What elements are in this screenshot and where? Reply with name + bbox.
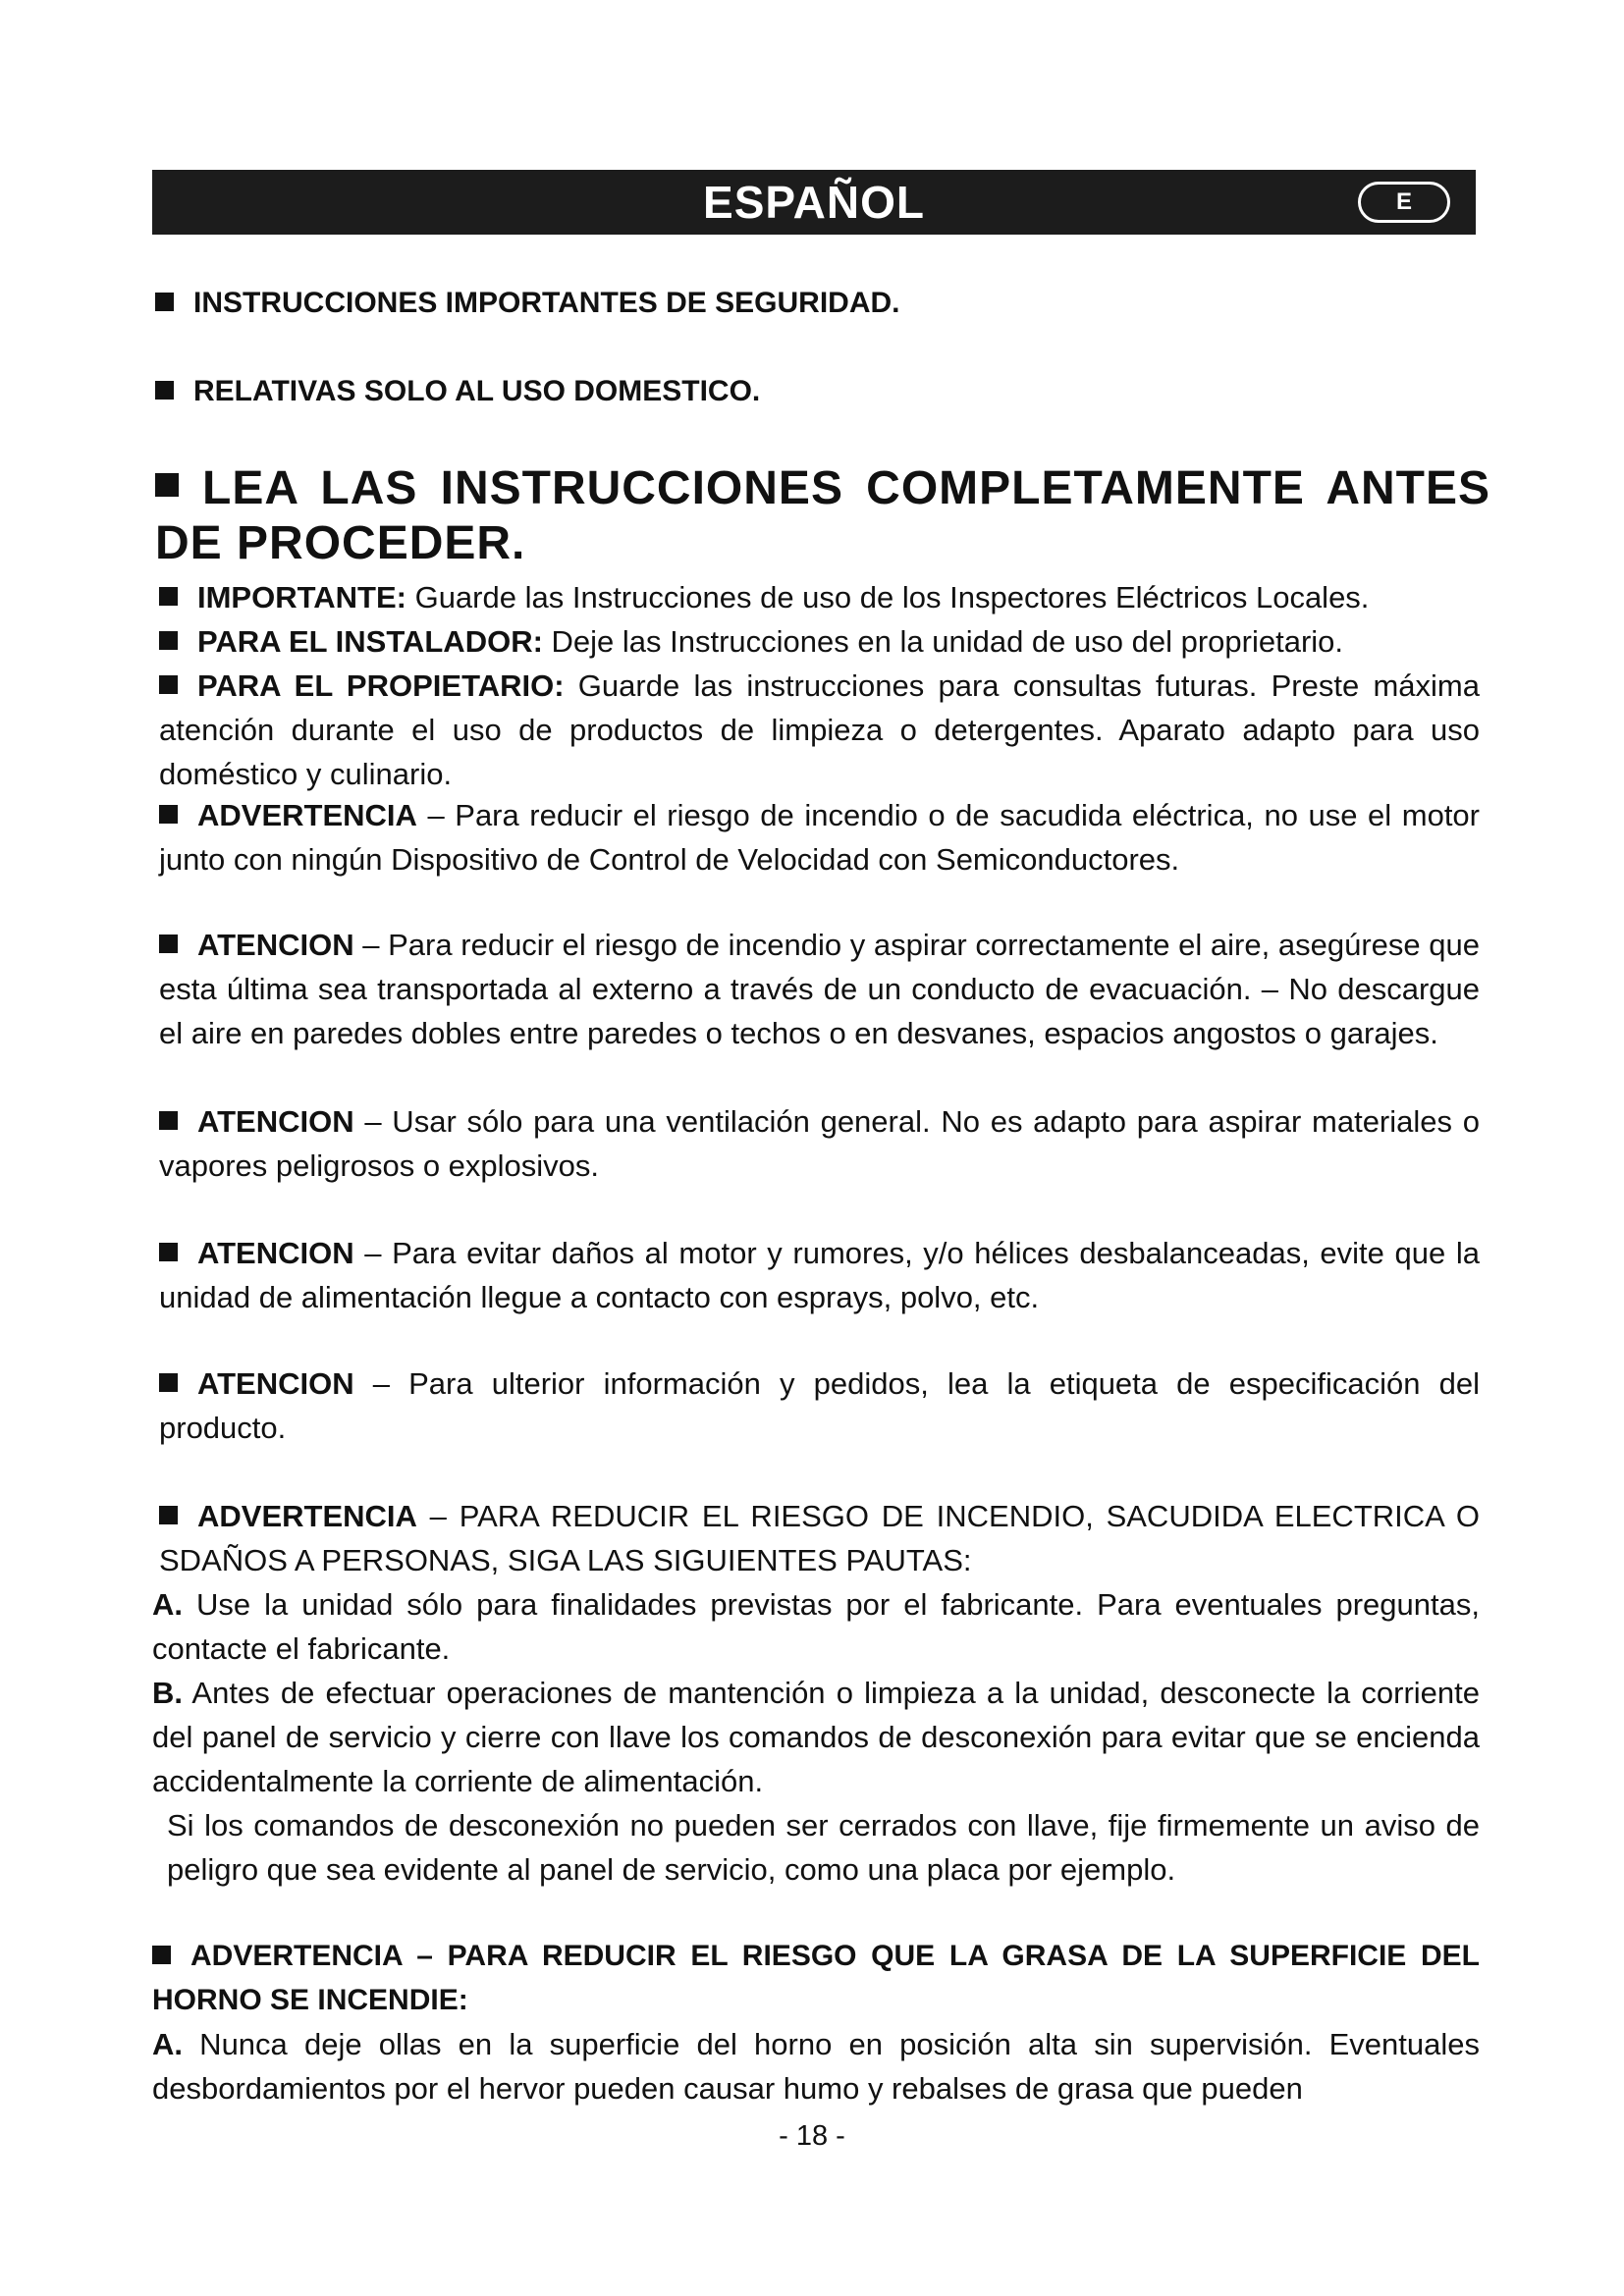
bullet-square-icon bbox=[152, 1946, 171, 1964]
item-importante: IMPORTANTE: Guarde las Instrucciones de uso de los Inspectores Eléctricos Locales. bbox=[159, 575, 1480, 619]
grease-heading: ADVERTENCIA – PARA REDUCIR EL RIESGO QUE LA GRASA DE LA SUPERFICIE DEL HORNO SE INCENDIE: bbox=[152, 1940, 1480, 2016]
domestic-heading: RELATIVAS SOLO AL USO DOMESTICO. bbox=[155, 375, 760, 408]
item-atencion-motor: ATENCION – Para evitar daños al motor y rumores, y/o hélices desbalanceadas, evite que la unidad de alimentación llegue a contacto con esprays, polvo, etc. bbox=[159, 1236, 1480, 1314]
bullet-square-icon bbox=[159, 805, 178, 824]
bullet-square-icon bbox=[159, 1111, 178, 1130]
item-a-ollas: A. Nunca deje ollas en la superficie del horno en posición alta sin supervisión. Eventuales desbordamientos por el hervor pueden causar humo y rebalses de grasa que pueden bbox=[152, 2027, 1480, 2106]
main-heading: LEA LAS INSTRUCCIONES COMPLETAMENTE ANTES DE PROCEDER. bbox=[155, 462, 1490, 569]
bullet-square-icon bbox=[159, 631, 178, 650]
bullet-square-icon bbox=[155, 473, 179, 497]
bullet-square-icon bbox=[155, 293, 174, 311]
item-b-extra: Si los comandos de desconexión no pueden ser cerrados con llave, fije firmemente un aviso de peligro que sea evidente al panel de servicio, como una placa por ejemplo. bbox=[167, 1808, 1480, 1887]
item-a-uso: A. Use la unidad sólo para finalidades previstas por el fabricante. Para eventuales preguntas, contacte el fabricante. bbox=[152, 1587, 1480, 1666]
item-atencion-informacion: ATENCION – Para ulterior información y pedidos, lea la etiqueta de especificación del producto. bbox=[159, 1366, 1480, 1445]
bullet-square-icon bbox=[159, 587, 178, 606]
language-title: ESPAÑOL bbox=[703, 177, 925, 228]
item-b-mantencion: B. Antes de efectuar operaciones de mantención o limpieza a la unidad, desconecte la corriente del panel de servicio y cierre con llave los comandos de desconexión para evitar que se encienda accidentalmente la corriente de alimentación. bbox=[152, 1676, 1480, 1798]
bullet-square-icon bbox=[159, 675, 178, 694]
bullet-square-icon bbox=[159, 1243, 178, 1261]
item-atencion-evacuacion: ATENCION – Para reducir el riesgo de incendio y aspirar correctamente el aire, asegúrese que esta última sea transportada al externo a través de un conducto de evacuación. – No descargue el aire en paredes dobles entre paredes o techos o en desvanes, espacios angostos o garajes. bbox=[159, 928, 1480, 1050]
item-atencion-ventilacion: ATENCION – Usar sólo para una ventilación general. No es adapto para aspirar materiales o vapores peligrosos o explosivos. bbox=[159, 1104, 1480, 1183]
item-instalador: PARA EL INSTALADOR: Deje las Instrucciones en la unidad de uso del proprietario. bbox=[159, 619, 1480, 664]
bullet-square-icon bbox=[159, 1506, 178, 1524]
language-badge: E bbox=[1358, 182, 1450, 223]
item-advertencia-semiconductores: ADVERTENCIA – Para reducir el riesgo de incendio o de sacudida eléctrica, no use el motor junto con ningún Dispositivo de Control de Velocidad con Semiconductores. bbox=[159, 798, 1480, 877]
bullet-square-icon bbox=[159, 1373, 178, 1392]
bullet-square-icon bbox=[159, 934, 178, 953]
bullet-square-icon bbox=[155, 381, 174, 400]
language-banner bbox=[152, 170, 1476, 235]
item-advertencia-pautas: ADVERTENCIA – PARA REDUCIR EL RIESGO DE INCENDIO, SACUDIDA ELECTRICA O SDAÑOS A PERSONAS, SIGA LAS SIGUIENTES PAUTAS: bbox=[159, 1499, 1480, 1577]
page-number: - 18 - bbox=[779, 2120, 845, 2152]
item-propietario: PARA EL PROPIETARIO: Guarde las instrucciones para consultas futuras. Preste máxima atención durante el uso de productos de limpieza o detergentes. Aparato adapto para uso doméstico y culinario. bbox=[159, 668, 1480, 791]
safety-heading: INSTRUCCIONES IMPORTANTES DE SEGURIDAD. bbox=[155, 287, 900, 320]
